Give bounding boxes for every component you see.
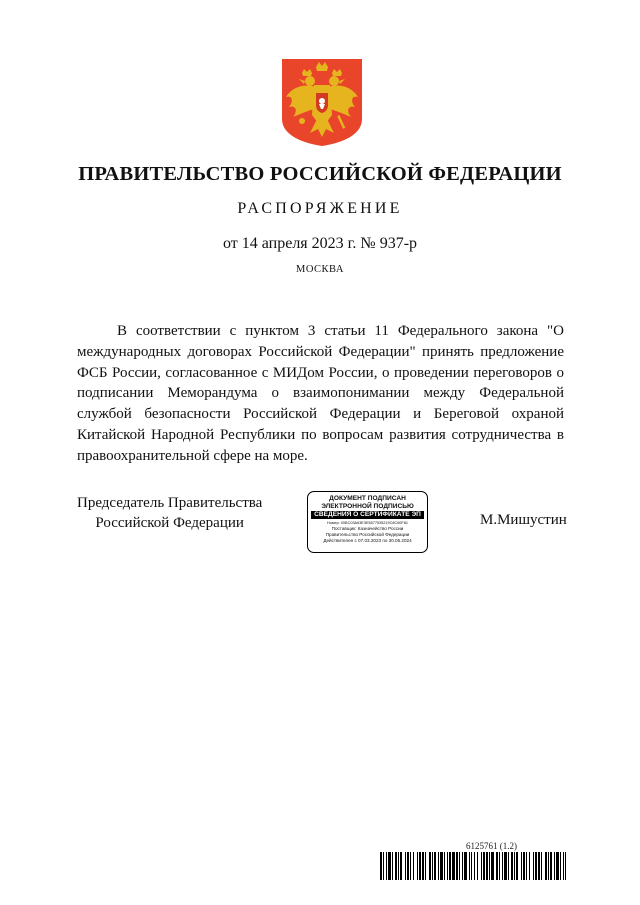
- signer-position-line1: Председатель Правительства: [77, 495, 263, 511]
- stamp-issuer-line2: Правительство Российской Федерации: [325, 532, 410, 538]
- russian-coat-of-arms-icon: [280, 57, 364, 147]
- signer-position-line2: Российской Федерации: [95, 515, 244, 531]
- government-title: ПРАВИТЕЛЬСТВО РОССИЙСКОЙ ФЕДЕРАЦИИ: [78, 163, 562, 185]
- stamp-serial: Номер: 00BC03A63E3E5577535219C8C60F81: [327, 521, 408, 525]
- stamp-issuer-line1: Поставщик: Казначейство России: [331, 526, 404, 531]
- document-date-number: от 14 апреля 2023 г. № 937-р: [222, 235, 418, 252]
- barcode-icon: [380, 852, 566, 880]
- electronic-signature-stamp: [307, 491, 428, 553]
- signer-name: М.Мишустин: [480, 512, 567, 528]
- stamp-line2: ЭЛЕКТРОННОЙ ПОДПИСЬЮ: [321, 502, 414, 510]
- stamp-validity: Действителен с 07.03.2023 по 30.05.2024: [323, 538, 412, 544]
- stamp-line1: ДОКУМЕНТ ПОДПИСАН: [329, 495, 406, 502]
- document-city: МОСКВА: [296, 264, 344, 275]
- barcode-id: 6125761 (1.2): [466, 841, 517, 851]
- signer-position: [77, 493, 262, 533]
- stamp-certificate-band: СВЕДЕНИЯ О СЕРТИФИКАТЕ ЭП: [311, 511, 424, 519]
- order-paragraph: В соответствии с пунктом 3 статьи 11 Федерального закона "О международных договорах Российской Федерации" принять предложение ФСБ России, согласованное с МИДом России, о проведении переговоров о подписании Меморандума о взаимопонимании между Федеральной службой безопасности Российской Федерации и Береговой охраной Китайской Народной Республики по вопросам развития сотрудничества в правоохранительной сфере на море.: [77, 323, 564, 464]
- document-type: РАСПОРЯЖЕНИЕ: [237, 200, 403, 217]
